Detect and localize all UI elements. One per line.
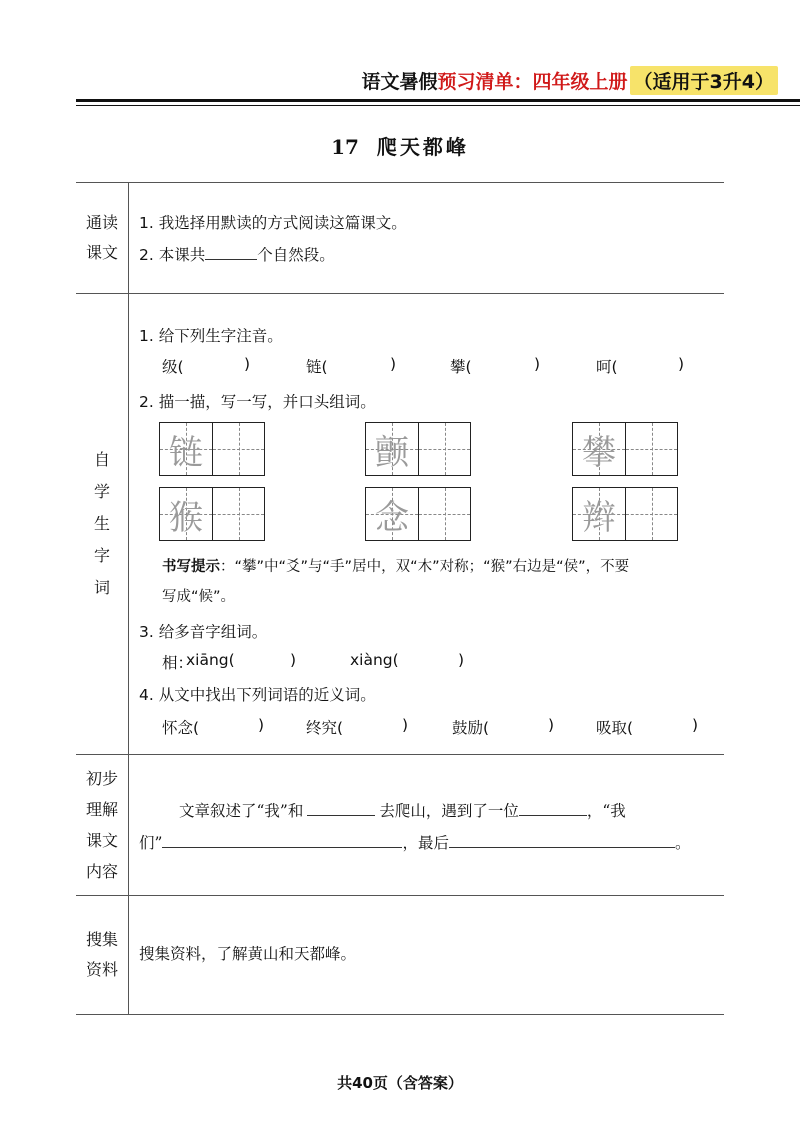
- section-understand-content: [129, 755, 724, 895]
- trace-grid[interactable]: [365, 487, 471, 541]
- syn-2-close: ): [402, 716, 409, 734]
- pinyin-2-close: ): [390, 355, 397, 373]
- syn-1-close: ): [258, 716, 265, 734]
- header-rule-thick: [76, 99, 800, 102]
- section-understand: [76, 754, 724, 895]
- poly-char: 相：: [162, 654, 194, 672]
- label-line: 理解: [85, 800, 118, 819]
- trace-cell: [366, 423, 418, 475]
- trace-cell: [160, 488, 212, 540]
- process-blank[interactable]: [162, 833, 402, 848]
- syn-1-open: 怀念(: [162, 719, 200, 737]
- trace-cell: [366, 488, 418, 540]
- header-part2: 预习清单：四年级上册: [437, 71, 628, 93]
- write-cell[interactable]: [625, 488, 677, 540]
- label-line: 资料: [85, 960, 118, 979]
- pinyin-1-open: 级(: [162, 358, 184, 376]
- collect-text: 搜集资料，了解黄山和天都峰。: [139, 945, 357, 963]
- trace-char: 猴: [169, 497, 203, 538]
- label-line: 搜集: [85, 930, 118, 949]
- label-line: 自: [93, 450, 110, 469]
- lesson-number: 17: [331, 135, 359, 159]
- pinyin-3-close: ): [534, 355, 541, 373]
- syn-4-close: ): [692, 716, 699, 734]
- summary-1b: 去爬山，遇到了一位: [379, 802, 519, 820]
- trace-cell: [573, 423, 625, 475]
- section-read-content: [129, 183, 724, 293]
- person-blank[interactable]: [519, 801, 587, 816]
- trace-cell: [160, 423, 212, 475]
- trace-char: 念: [375, 497, 409, 538]
- label-line: 内容: [85, 862, 118, 881]
- section-understand-label: [76, 755, 129, 895]
- section-collect-content: [129, 896, 724, 1014]
- poly-b: xiàng(: [350, 651, 399, 669]
- polyphone-row: [162, 651, 482, 675]
- poly-a-end: ): [290, 651, 297, 669]
- summary-2a: 们”: [139, 834, 163, 852]
- q1-text: 1. 给下列生字注音。: [139, 327, 283, 345]
- pinyin-4-close: ): [678, 355, 685, 373]
- trace-char: 链: [169, 432, 203, 473]
- write-cell[interactable]: [625, 423, 677, 475]
- syn-4-open: 吸取(: [596, 719, 634, 737]
- writing-tip-line-1: [162, 552, 702, 582]
- writing-tip-line-2: 写成“候”。: [162, 589, 236, 605]
- label-line: 通读: [85, 213, 118, 232]
- companion-blank[interactable]: [307, 801, 375, 816]
- synonym-row: [162, 716, 707, 740]
- q2-text: 2. 描一描，写一写，并口头组词。: [139, 393, 376, 411]
- poly-b-end: ): [458, 651, 465, 669]
- lesson-name: 爬天都峰: [376, 135, 469, 159]
- read-item-2-pre: 2. 本课共: [139, 246, 206, 264]
- label-line: 生: [93, 514, 110, 533]
- syn-2-open: 终究(: [306, 719, 344, 737]
- summary-line-1: [179, 799, 626, 821]
- read-item-2: [139, 243, 335, 265]
- pinyin-2-open: 链(: [306, 358, 328, 376]
- tip-label: 书写提示: [162, 559, 220, 575]
- trace-grid[interactable]: [365, 422, 471, 476]
- trace-char: 攀: [582, 432, 616, 473]
- ending-blank[interactable]: [449, 833, 675, 848]
- section-read-label: [76, 183, 129, 293]
- write-cell[interactable]: [212, 488, 264, 540]
- label-line: 字: [93, 546, 110, 565]
- summary-line-2: [139, 831, 690, 853]
- header-part1: 语文暑假: [361, 71, 438, 93]
- summary-1a: 文章叙述了“我”和: [179, 802, 304, 820]
- syn-3-open: 鼓励(: [452, 719, 490, 737]
- paragraph-count-blank[interactable]: [205, 245, 257, 260]
- lesson-title: [0, 131, 800, 160]
- section-collect: [76, 895, 724, 1015]
- label-line: 课文: [85, 243, 118, 262]
- write-cell[interactable]: [418, 488, 470, 540]
- writing-tip: [162, 552, 702, 612]
- read-item-1: 1. 我选择用默读的方式阅读这篇课文。: [139, 214, 407, 232]
- label-line: 课文: [85, 831, 118, 850]
- trace-char: 颤: [375, 432, 409, 473]
- label-line: 初步: [85, 769, 118, 788]
- trace-grid[interactable]: [159, 422, 265, 476]
- summary-2b: ，最后: [402, 834, 449, 852]
- summary-1c: ，“我: [586, 802, 626, 820]
- pinyin-4-open: 呵(: [596, 358, 618, 376]
- header-banner: [362, 66, 778, 95]
- write-cell[interactable]: [212, 423, 264, 475]
- trace-grid[interactable]: [159, 487, 265, 541]
- header-rule-thin: [76, 105, 800, 106]
- trace-grid[interactable]: [572, 487, 678, 541]
- worksheet-table: [76, 182, 724, 1015]
- read-item-2-post: 个自然段。: [257, 246, 335, 264]
- section-self-study: [76, 293, 724, 754]
- header-part3: （适用于3升4）: [630, 66, 778, 95]
- q3-text: 3. 给多音字组词。: [139, 623, 268, 641]
- section-read: [76, 182, 724, 293]
- pinyin-row: [162, 355, 685, 379]
- q4-text: 4. 从文中找出下列词语的近义词。: [139, 686, 376, 704]
- label-line: 词: [93, 578, 110, 597]
- trace-cell: [573, 488, 625, 540]
- section-self-study-content: [129, 294, 724, 754]
- tip-text: ：“攀”中“爻”与“手”居中，双“木”对称；“猴”右边是“侯”，不要: [220, 559, 630, 575]
- summary-2c: 。: [674, 834, 691, 852]
- pinyin-3-open: 攀(: [450, 358, 472, 376]
- pinyin-1-close: ): [244, 355, 251, 373]
- section-self-study-label: [76, 294, 129, 754]
- trace-char: 辫: [582, 497, 616, 538]
- poly-a: xiāng(: [186, 651, 235, 669]
- page-footer: 共40页（含答案）: [337, 1074, 463, 1092]
- trace-grid[interactable]: [572, 422, 678, 476]
- syn-3-close: ): [548, 716, 555, 734]
- section-collect-label: [76, 896, 129, 1014]
- label-line: 学: [93, 482, 110, 501]
- write-cell[interactable]: [418, 423, 470, 475]
